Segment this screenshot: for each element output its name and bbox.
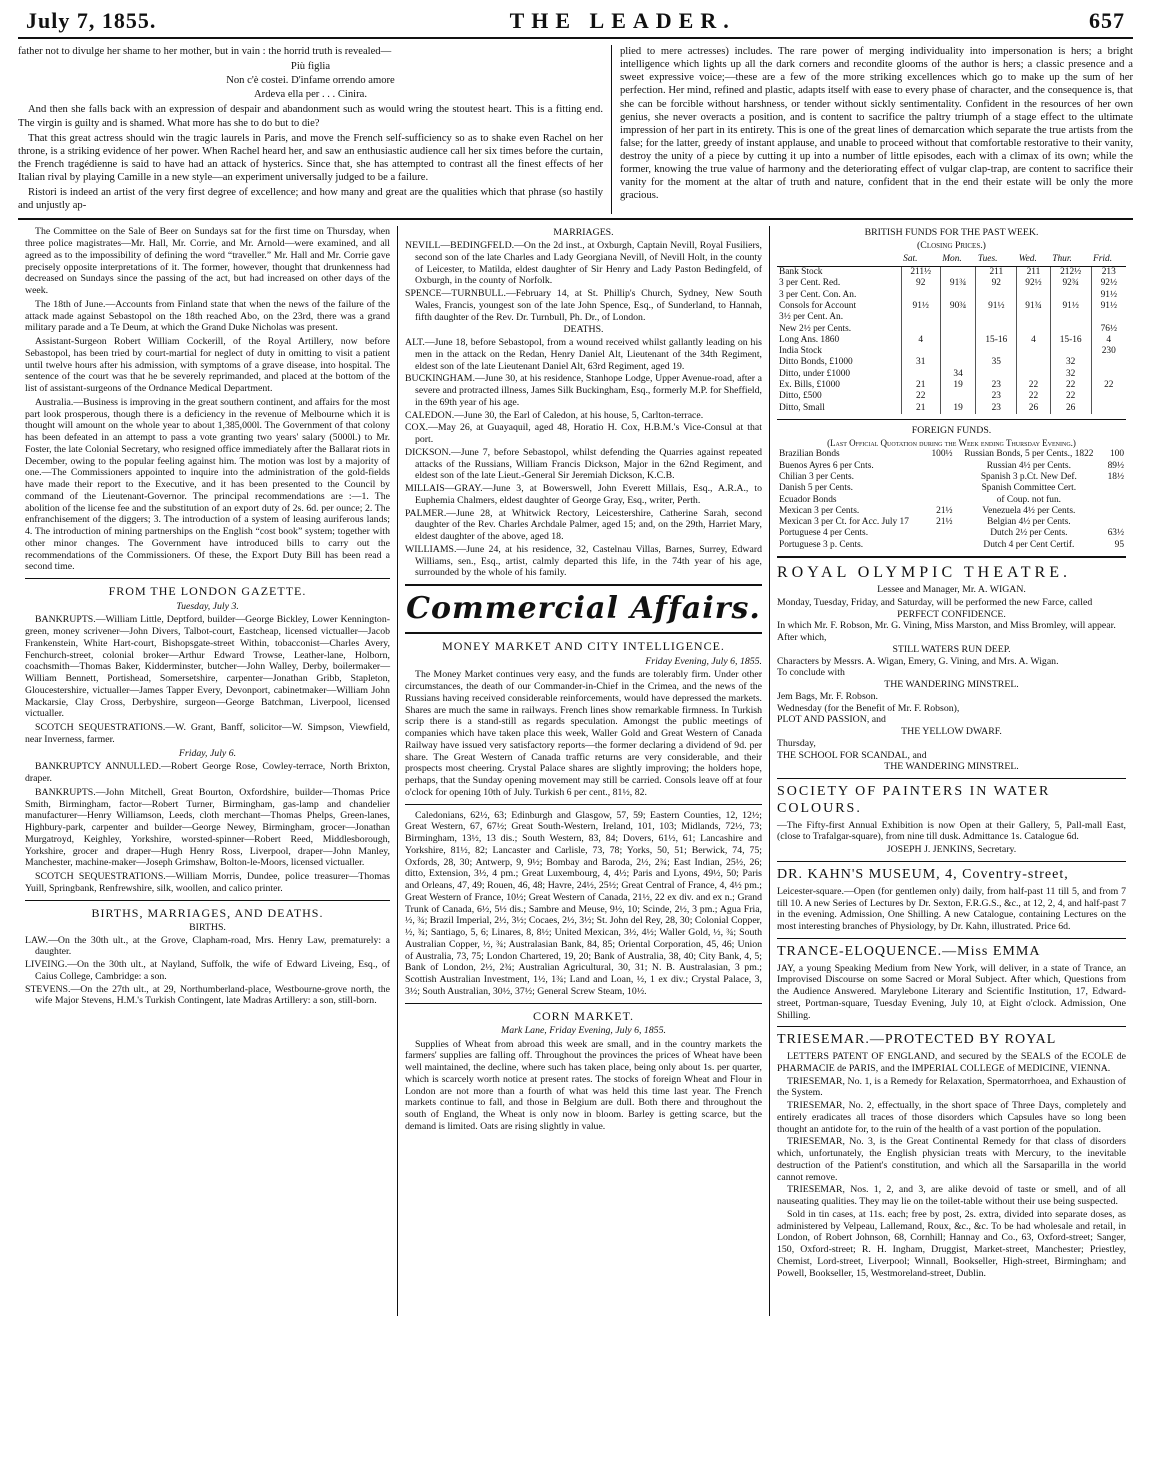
death-notice: DICKSON.—June 7, before Sebastopol, whilst defending the Quarries against repeated attacks of the Russians, William Francis Dickson, Major in the 62nd Regiment, and eldest son of the late Lieut.-General Sir Jeremiah Dickson, K.C.B. [405,446,762,482]
table-cell: 92 [976,278,1017,289]
table-cell: Ditto, Small [779,402,825,413]
table-cell: Brazilian Bonds [779,449,840,460]
divider [405,632,762,634]
table-cell [927,528,955,539]
table-cell: 21 [901,403,940,414]
money-market-date: Friday Evening, July 6, 1855. [645,655,762,667]
table-cell: Ditto, under £1000 [779,368,851,379]
advert-paragraph: TRIESEMAR, No. 2, effectually, in the short space of Three Days, completely and entirely eradicates all traces of those disorders which Capsules have so long been thought an antidote for, to the ruin of the health of a vast portion of the population. [777,1100,1126,1135]
table-cell: Venezuela 4½ per Cents. [982,505,1076,516]
table-cell [940,312,976,323]
table-cell [1091,312,1126,323]
table-cell: 3½ per Cent. An. [779,312,844,323]
triesemar-title: TRIESEMAR.—PROTECTED BY ROYAL [777,1032,1057,1048]
news-item: Assistant-Surgeon Robert William Cockerill, of the Royal Artillery, now before Sebastopol, has been tried by court-martial for neglect of duty in omitting to visit a patient until twelve hours after his admission, with symptoms of a grave disease, into hospital. The sentence of the court was that he be severely reprimanded, and placed at the bottom of the list of assistant-surgeons of the Ordnance Medical Department. [25,336,390,395]
table-header-cell: Tues. [976,253,1017,267]
table-cell: 23 [976,391,1017,402]
table-cell [1017,357,1051,368]
table-header-cell: Thur. [1050,253,1091,267]
table-cell [901,369,940,380]
table-cell: 22 [1017,391,1051,402]
table-cell [1091,391,1126,402]
society-text: —The Fifty-first Annual Exhibition is now Open at their Gallery, 5, Pall-mall East, (close to Trafalgar-square), from nine till dusk. Admittance 1s. Catalogue 6d. [777,819,1126,843]
table-row [777,267,1126,279]
programme-line: THE YELLOW DWARF. [901,726,1002,738]
advert-paragraph: TRIESEMAR, Nos. 1, 2, and 3, are alike devoid of taste or smell, and of all nauseating qualities. They may lie on the toilet-table without their use being suspected. [777,1184,1126,1208]
table-cell: 211 [1017,267,1051,279]
trance-title: TRANCE-ELOQUENCE.—Miss EMMA [777,943,1041,959]
table-cell: Chilian 3 per Cents. [779,471,854,482]
table-cell: 91¾ [940,278,976,289]
table-cell: Ditto, £500 [779,391,822,402]
deaths-heading: DEATHS. [563,324,604,336]
table-cell: Ditto Bonds, £1000 [779,357,853,368]
divider [405,1003,762,1004]
table-cell [1017,324,1051,335]
table-cell: 23 [976,403,1017,414]
table-cell: New 2½ per Cents. [779,323,852,334]
death-notice: ALT.—June 18, before Sebastopol, from a wound received whilst gallantly leading on his men in the attack on the Redan, Henry Daniel Alt, Lieutenant of the 34th Regiment, eldest son of the late Lieutenant Daniel Alt, 63rd Regiment, aged 19. [405,337,762,372]
triesemar-advert [777,1032,1126,1279]
scotch-sequestrations: SCOTCH SEQUESTRATIONS.—W. Grant, Banff, solicitor—W. Simpson, Viewfield, near Inverness, farmer. [25,722,390,745]
table-row [777,278,1126,289]
table-row [777,301,1126,312]
programme-line: Thursday, [777,737,816,749]
table-row [777,461,1126,472]
table-cell [1050,324,1091,335]
table-cell: 19 [940,403,976,414]
table-cell [940,346,976,357]
table-row [777,324,1126,335]
table-row [777,312,1126,323]
bankrupts-list: BANKRUPTS.—William Little, Deptford, builder—George Bickley, Lower Kennington-green, money scrivener—John Divers, Talbot-court, Eastcheap, licensed victualler—Jacob Frankenstein, White Hart-court, Bishopsgate-street Within, tobacconist—Charles Avery, Fenchurch-street, colonial broker—Arthur Edward Trowse, Leather-lane, Holborn, coachsmith—Thomas Baker, Kidderminster, butcher—John Walley, Derby, boilermaker—William Bennett, Portishead, Somersetshire, carpenter—Jonathan Gribb, Stapleton, Gloucestershire, victualler—James Tapper Every, Devonport, cabinetmaker—William John Mackarsie, Clay Cross, Derbyshire, surgeon—George Batchman, Liverpool, licensed victualler. [25,614,390,720]
table-cell: 211½ [901,267,940,279]
table-cell: India Stock [779,346,822,357]
table-cell [927,495,955,506]
table-cell: 92½ [1017,278,1051,289]
table-cell [1017,369,1051,380]
table-cell: 91½ [1050,301,1091,312]
programme-line: After which, [777,632,827,644]
table-row [777,335,1126,346]
review-paragraph: plied to mere actresses) includes. The rare power of merging individuality into impersonation is hers; a bright intelligence which lights up all the dark corners and recondite glooms of the author is hers; a classic presence and a sweet expressive voice;—these are a few of the more striking excellences which go to make up the sum of her perfection. Her mind, refined and plastic, adapts itself with ease to every phase of character, and the consequence is, that she can be forcible without harshness, or tender without sickly sentimentality. Confident in the resources of her own genius, she never overacts a position, and is content to sacrifice the paltry triumph of a stage effect to the ultimate impression of her part in its entirety. This is one of the great lines of demarcation which separate the true artists from the false; for the latter, greedy of instant applause, and unable to proceed without that comfortable restorative to their vanity, destroy the unity of a piece by cutting it up into a number of little episodes, each with a climax of its own; while the former, knowing the true value of harmony and the deteriorating effect of vulgar clap-trap, are content to sacrifice their vanity for the moment at the altar of truth and nature, confident that in the end their estate will be only the more gracious. [620,46,1133,202]
programme-line: THE WANDERING MINSTREL. [884,761,1019,773]
table-cell: Ex. Bills, £1000 [779,380,840,391]
review-paragraph: Ristori is indeed an artist of the very first degree of excellence; and how many and great are the qualities which that phrase (so hastily and unjustly ap- [18,187,603,212]
table-cell: Spanish Committee Cert. [981,483,1077,494]
masthead [18,8,1133,39]
table-cell: 32 [1050,369,1091,380]
table-cell: 91½ [901,301,940,312]
programme-line: In which Mr. F. Robson, Mr. G. Vining, Miss Marston, and Miss Bromley, will appear. [777,620,1116,632]
table-cell [901,312,940,323]
table-cell: 22 [901,391,940,402]
birth-notice: LAW.—On the 30th ult., at the Grove, Clapham-road, Mrs. Henry Law, prematurely: a daughter. [25,934,390,958]
table-cell [976,290,1017,301]
table-cell [940,335,976,346]
gazette-date: Friday, July 6. [178,747,237,759]
table-cell: Portuguese 3 p. Cents. [779,539,864,550]
table-cell: 35 [976,357,1017,368]
table-cell: 91½ [1091,290,1126,301]
table-cell [1050,312,1091,323]
table-cell: 89½ [1107,460,1124,471]
table-cell: 95 [1114,539,1124,550]
review-right-column [612,45,1133,214]
table-header-cell: Sat. [901,253,940,267]
table-cell [976,312,1017,323]
table-cell [1017,312,1051,323]
table-cell [1017,290,1051,301]
death-notice: PALMER.—June 28, at Whitwick Rectory, Leicestershire, Catherine Sarah, second daughter of the Rev. Charles Archdale Palmer, aged 15; and, on the 29th, Harriet Mary, eldest daughter of the above, aged 18. [405,507,762,543]
money-market-heading: MONEY MARKET AND CITY INTELLIGENCE. [442,639,725,654]
verse-quote [18,60,603,101]
table-cell: 22 [1050,391,1091,402]
death-notice: WILLIAMS.—June 24, at his residence, 32, Castelnau Villas, Barnes, Surrey, Edward Williams, sen., Esq., artist, calmly departed this life, in the 74th year of his age, surrounded by the whole of his family. [405,543,762,579]
table-cell: 100½ [931,449,953,460]
table-cell: 76½ [1091,324,1126,335]
table-row [777,380,1126,391]
share-prices: Caledonians, 62½, 63; Edinburgh and Glasgow, 57, 59; Eastern Counties, 12, 12½; Great Western, 67, 67½; Great South-Western, Ireland, 101, 103; Midlands, 72½, 73; Birmingham, 13½, 13 dis.; South Western, 83, 84; Dovers, 61½, 61; Lancashire and Yorkshire, 81½, 82; Lancaster and Carlisle, 73, 78; Yorks, 50, 51; Berwick, 74, 75; Oxfords, 28, 30; Antwerp, 9, 9½; Bombay and Baroda, 2½, 2¾; East Indian, 25½, 26; ditto, Extension, 3½, 4 pm.; Great Luxembourg, 4, 4½; Paris and Lyons, 49½, 50; Paris and Orleans, 47, 49; Rouen, 46, 48; Havre, 24½, 25½; Great Central of France, 4, 4½ pm.; Great Western of France, 10½; Great Western of Canada, 21½, 22 ex div. and ex n.; Grand Trunk of Canada, 6½, 5½ dis.; Sambre and Meuse, 9½, 10; Scinde, 2½, 3 pm.; Agua Fria, ½, ¾; Brazil Imperial, 2½, 3½; Cocaes, 2½, 3½; St. John del Rey, 28, 30; Colonial Copper, ½, ¾; Santiago, 5, 6; Linares, 8, 8½; United Mexican, 3½, 4½; Waller Gold, ½, ¾; South Australian Copper, ½, ¾; Australasian Bank, 84, 85; Oriental Corporation, 45, 46; Union of Australia, 73, 75; London Chartered, 19, 20; Bank of Australia, 38, 40; City Bank, 4, 5; Bank of London, 2½, 2¾; Australian Agricultural, 30, 31; N. B. Australasian, 3 pm.; Scottish Australian Investment, 1½, 1¾; Land and Loan, ½, 1 ex div.; Crystal Palace, 3, 3½; South Australian, 30½, 37½; General Screw Steam, 10½. [405,809,762,997]
table-cell [1091,369,1126,380]
olympic-lessee: Lessee and Manager, Mr. A. WIGAN. [877,584,1026,596]
olympic-theatre-advert [777,563,1126,773]
table-row [777,483,1126,494]
table-row [777,403,1126,414]
table-cell: Buenos Ayres 6 per Cnts. [779,460,874,471]
advert-paragraph: Sold in tin cases, at 11s. each; free by post, 2s. extra, divided into separate doses, as administered by Velpeau, Lallemand, Roux, &c., &c. To be had wholesale and retail, in London, of Robert Johnson, 68, Cornhill; Hannay and Co., 63, Oxford-street; Sanger, 150, Oxford-street; R. H. Ingham, Druggist, Market-street, Manchester; Priestley, Chemist, Lord-street, Liverpool; Winnall, Bookseller, High-street, Birmingham; and Powell, Bookseller, 15, Westmoreland-street, Dublin. [777,1208,1126,1279]
programme-line: THE SCHOOL FOR SCANDAL, and [777,749,927,761]
triesemar-body [777,1051,1126,1279]
money-market-report: The Money Market continues very easy, and the funds are tolerably firm. Under other circumstances, the death of our Commander-in-Chief in the Crimea, and the news of the Russians having received considerable reinforcements, would have depressed the markets. Shares are much the same in railways. French lines show remarkable firmness. In Turkish scrip there is a stand-still as regards speculation. Amongst the public meetings of companies which have taken place this week, Waller Gold and Great Western of Canada Railway have issued very satisfactory reports—the former declaring a dividend of 9d. per share. The Great Western of Canada traffic returns are very considerable, and their prospects most cheering. Crystal Palace shares are slightly improving; the holders hope, perhaps, that the Sunday opening movement may still be carried. Consols leave off at four o'clock for opening 10th of July. Turkish 6 per cent., 81½, 82. [405,669,762,798]
table-cell: Danish 5 per Cents. [779,483,853,494]
gazette-date: Tuesday, July 3. [176,600,239,612]
table-row [777,528,1126,539]
news-item: Australia.—Business is improving in the great southern continent, and affairs for the most part look prosperous, though there is a deficiency in the revenue of Melbourne which it is thought will amount on the whole year to about 1,385,000l. The Government of that colony has been defeated in an attempt to pass a vote granting two years' salary (5000l.) to Mr. Foster, the late Colonial Secretary, who resigned office immediately after the Ballarat riots in December, owing to the popular feeling against him. The motion was lost by a majority of one.—The Commissioners appointed to inquire into the administration of the gold-fields have made their report to the Executive, and it has been presented to the Council by command of the Lieutenant-Governor. The principal recommendations are :—1. The abolition of the license fee and the substitution of an export duty of 2s. 6d. per ounce; 2. The enfranchisement of the diggers; 3. The introduction of a system of leasing auriferous lands; 4. The introduction of mining partnerships on the English “cost book” system; together with other minor changes. The Government have introduced bills to carry out the recommendations of the Commissioners. Of these, the Export Duty Bill has been read a second time. [25,396,390,573]
table-cell: Bank Stock [779,267,823,278]
review-left-column [18,45,612,214]
table-cell: 91½ [976,301,1017,312]
table-row [777,357,1126,368]
birth-notice: LIVEING.—On the 30th ult., at Nayland, Suffolk, the wife of Edward Liveing, Esq., of Caius College, Cambridge: a son. [25,959,390,982]
divider [777,1026,1126,1027]
table-cell: 63½ [1107,528,1124,539]
table-cell [927,461,955,472]
table-cell: 21 [901,380,940,391]
verse-line: Più figlia [290,61,331,73]
table-row [777,495,1126,506]
marriage-notice: SPENCE—TURNBULL.—February 14, at St. Phillip's Church, Sydney, New South Wales, Francis, youngest son of the late John Spence, Esq., of Sunderland, to Hannah, fifth daughter of the Rev. Dr. Turnbull, Ph. Dr., of London. [405,288,762,323]
table-cell [976,369,1017,380]
page-number: 657 [1088,8,1125,33]
table-cell: Belgian 4½ per Cents. [987,517,1071,528]
bmd-heading: BIRTHS, MARRIAGES, AND DEATHS. [91,905,324,920]
review-paragraph: And then she falls back with an expression of despair and abandonment such as would wring the stoutest heart. This is a fitting end. The virgin is guilty and is shamed. What more has she to do but to die? [18,104,603,129]
divider [405,584,762,586]
table-cell: 213 [1091,267,1126,279]
table-row [777,506,1126,517]
table-cell: 22 [1050,380,1091,391]
gazette-heading: FROM THE LONDON GAZETTE. [108,584,307,599]
programme-line: Monday, Tuesday, Friday, and Saturday, will be performed the new Farce, called [777,596,1093,608]
table-body [777,267,1126,414]
table-cell: 91¾ [1017,301,1051,312]
table-cell: 3 per Cent. Con. An. [779,289,857,300]
table-cell: Dutch 2½ per Cents. [990,528,1068,539]
marriages-heading: MARRIAGES. [553,227,614,239]
table-row [777,540,1126,551]
table-cell [940,357,976,368]
divider [777,778,1126,779]
advert-paragraph: TRIESEMAR, No. 1, is a Remedy for Relaxation, Spermatorrhoea, and Exhaustion of the System. [777,1075,1126,1099]
table-cell: Mexican 3 per Cents. [779,505,860,516]
table-cell: 90¾ [940,301,976,312]
table-cell: Ecuador Bonds [779,494,837,505]
foreign-funds-subheading: (Last Official Quotation during the Week ending Thursday Evening.) [827,437,1076,448]
table-cell [901,346,940,357]
programme-line: Wednesday (for the Benefit of Mr. F. Robson), [777,702,960,714]
table-cell: Long Ans. 1860 [779,334,840,345]
table-row [777,472,1126,483]
table-cell [976,324,1017,335]
table-cell: Consols for Account [779,301,857,312]
table-cell [1091,403,1126,414]
divider [405,804,762,805]
bankrupts-list: BANKRUPTS.—John Mitchell, Great Bourton, Oxfordshire, builder—Thomas Price Smith, Birmingham, factor—Robert Turner, Birmingham, gas-lamp and chandelier manufacturer—Henry Williamson, Leeds, cloth merchant—Thomas Phelps, Green-lanes, Highbury-park, carpenter and builder—George Newey, Birmingham, grocer—Jonathan Murgatroyd, Keighley, Yorkshire, worsted-spinner—Robert Reed, Middlesborough, Yorkshire, grocer and draper—Hugh Henry Ross, Liverpool, draper—John Manley, Manchester, machine-maker—Joseph Grimshaw, Bolton-le-Moors, licensed victualler. [25,786,390,869]
marriage-notice: NEVILL—BEDINGFELD.—On the 2d inst., at Oxburgh, Captain Nevill, Royal Fusiliers, second son of the late Charles and Lady Georgiana Nevill, of Nevill Holt, in the county of Leicester, to Matilda, eldest daughter of Sir Henry and Lady Paston Bedingfeld, of Oxburgh, in the county of Norfolk. [405,240,762,287]
table-cell: of Coup. not fun. [996,494,1062,505]
divider [777,419,1126,420]
divider [777,556,1126,558]
divider [777,861,1126,862]
trance-advert [777,944,1126,1022]
table-cell [1050,290,1091,301]
table-cell: 22 [1017,380,1051,391]
corn-market-report: Supplies of Wheat from abroad this week are small, and in the country markets the farmers' supplies are falling off. Throughout the provinces the prices of Wheat have been well maintained, the decline, where such has taken place, being only about 1s. per quarter, which is scarcely worth notice at present rates. The stocks of foreign Wheat and Flour in London are not more than a fourth of what was held this time last year. The French markets continue to fall, and those in Belgium are dull. Both there and throughout the south of England, the Wheat is only now in bloom. Barley is getting scarce, but the demand is limited. Oats are rising slightly in value. [405,1038,762,1132]
newspaper-title: THE LEADER. [509,8,736,33]
death-notice: CALEDON.—June 30, the Earl of Caledon, at his house, 5, Carlton-terrace. [405,409,704,421]
table-cell: 21½ [936,505,953,516]
table-header-cell: Mon. [940,253,976,267]
society-advert [777,784,1126,856]
table-cell [940,290,976,301]
programme-line: STILL WATERS RUN DEEP. [892,643,1011,655]
table-cell: Spanish 3 p.Ct. New Def. [980,471,1077,482]
society-title: SOCIETY OF PAINTERS IN WATER COLOURS. [777,784,1051,816]
table-cell: 4 [1091,335,1126,346]
theatre-review [18,45,1133,220]
news-item: The Committee on the Sale of Beer on Sundays sat for the first time on Thursday, when three police magistrates—Mr. Hall, Mr. Corrie, and Mr. Arnold—were examined, and all agreed as to the impossibility of defining the word “traveller.” Mr. Hall and Mr. Corrie gave precisely opposite interpretations of it. The former, however, thought that drunkenness had decreased on Sundays since the passing of the act, but had increased on other days of the week. [25,226,390,297]
programme-line: THE WANDERING MINSTREL. [884,679,1019,691]
table-cell: 4 [1017,335,1051,346]
table-cell [927,472,955,483]
british-funds-heading: BRITISH FUNDS FOR THE PAST WEEK. [864,227,1039,239]
table-body [777,449,1126,551]
table-cell: 34 [940,369,976,380]
bankruptcy-annulled: BANKRUPTCY ANNULLED.—Robert George Rose, Cowley-terrace, North Brixton, draper. [25,761,390,785]
advert-paragraph: LETTERS PATENT OF ENGLAND, and secured by the SEALS of the ECOLE de PHARMACIE de PARIS, and the IMPERIAL COLLEGE of MEDICINE, VIENNA. [777,1051,1126,1074]
table-cell: Portuguese 4 per Cents. [779,528,869,539]
table-cell: 22 [1091,380,1126,391]
verse-line: Non c'è costei. D'infame orrendo amore [226,74,395,86]
table-cell: 92 [901,278,940,289]
table-cell: 18½ [1107,471,1124,482]
table-cell [1017,346,1051,357]
table-header-row [777,253,1126,267]
kahn-text: Leicester-square.—Open (for gentlemen only) daily, from half-past 11 till 5, and from 7 till 10. A new Series of Lectures by Dr. Sexton, F.R.G.S., &c., at 12, 2, 4, and half-past 7 in the evening. Admission, One Shilling. A new Catalogue, containing Lectures on the most interesting branches of Physiology, by Dr. Kahn, illustrated. Price 6d. [777,885,1126,933]
foreign-funds-table [777,449,1126,551]
table-row [777,391,1126,402]
society-signature: JOSEPH J. JENKINS, Secretary. [886,844,1017,856]
verse-line: Ardeva ella per . . . Cinira. [254,88,367,100]
table-cell [1091,357,1126,368]
table-cell: Russian 4½ per Cents. [986,460,1071,471]
scotch-sequestrations: SCOTCH SEQUESTRATIONS.—William Morris, Dundee, police treasurer—Thomas Yuill, Springbank, Renfrewshire, silk, woollen, and calico printer. [25,871,390,894]
births-heading: BIRTHS. [189,921,226,933]
table-header-cell: Wed. [1017,253,1051,267]
column-1 [18,226,398,1316]
table-cell [1103,483,1126,494]
table-cell [940,324,976,335]
corn-market-heading: CORN MARKET. [532,1008,635,1023]
news-item: The 18th of June.—Accounts from Finland state that when the news of the failure of the attack made against Sebastopol on the 18th reached Abo, on the 23rd, there was a grand military parade and a Te Deum, at which the Grand Duke Nicholas was present. [25,298,390,334]
table-cell: 3 per Cent. Red. [779,278,841,289]
programme-line: Characters by Messrs. A. Wigan, Emery, G. Vining, and Mrs. A. Wigan. [777,655,1059,667]
review-paragraph: father not to divulge her shame to her mother, but in vain : the horrid truth is revealed— [18,46,392,57]
table-cell: 92¾ [1050,278,1091,289]
programme-line: PERFECT CONFIDENCE. [897,608,1006,620]
table-cell [1050,346,1091,357]
death-notice: COX.—May 26, at Guayaquil, aged 48, Horatio H. Cox, H.B.M.'s Vice-Consul at that port. [405,422,762,446]
three-columns [18,226,1133,1316]
programme-line: Jem Bags, Mr. F. Robson. [777,690,879,702]
table-row [777,449,1126,460]
foreign-funds-heading: FOREIGN FUNDS. [911,424,992,436]
british-funds-subheading: (Closing Prices.) [917,240,986,252]
table-cell [927,483,955,494]
table-cell [1103,506,1126,517]
table-cell: 32 [1050,357,1091,368]
review-paragraph: That this great actress should win the tragic laurels in Paris, and move the French self-sufficiency so as to shake even Rachel on her throne, is a striking evidence of her power. When Rachel heard her, and saw an enthusiastic audience call her six times before the curtain, the French tragédienne is said to have had an attack of hysterics. Since that, she has attempted to contrast all the finest effects of her Italian rival by playing Camille in a new style—an experiment universally judged to be a failure. [18,132,603,184]
table-cell: 26 [1017,403,1051,414]
table-cell [1103,495,1126,506]
birth-notice: STEVENS.—On the 27th ult., at 29, Northumberland-place, Westbourne-grove north, the wife Major Stevens, H.M.'s Turkish Contingent, late Madras Artillery: a son, still-born. [25,983,390,1007]
table-header-cell: Frid. [1091,253,1126,267]
table-row [777,517,1126,528]
table-cell: 23 [976,380,1017,391]
table-cell: 21½ [936,517,953,528]
table-cell: Russian Bonds, 5 per Cents., 1822 [964,449,1094,460]
issue-date: July 7, 1855. [26,8,157,33]
table-cell: 91½ [1091,301,1126,312]
british-funds-table [777,253,1126,414]
table-header-cell [777,253,901,267]
death-notice: MILLAIS—GRAY.—June 3, at Bowerswell, John Everett Millais, Esq., A.R.A., to Euphemia Chalmers, eldest daughter of George Gray, Esq., writer, Perth. [405,483,762,506]
table-cell [901,290,940,301]
olympic-programme [777,597,1126,773]
programme-line: To conclude with [777,667,845,679]
table-cell: 31 [901,357,940,368]
table-cell: 19 [940,380,976,391]
column-3 [770,226,1133,1316]
table-cell: 26 [1050,403,1091,414]
olympic-theatre-title: ROYAL OLYMPIC THEATRE. [777,563,1071,581]
divider [777,938,1126,939]
table-cell [976,346,1017,357]
table-row [777,369,1126,380]
table-cell: 92½ [1091,278,1126,289]
kahn-title: DR. KAHN'S MUSEUM, 4, Coventry-street, [777,866,1069,882]
column-2 [398,226,770,1316]
table-cell [940,391,976,402]
commercial-affairs-heading: Commercial Affairs. [406,591,761,627]
table-cell: 4 [901,335,940,346]
table-cell [927,540,955,551]
table-row [777,290,1126,301]
divider [25,578,390,579]
table-cell [1103,517,1126,528]
table-cell: 230 [1091,346,1126,357]
table-cell: 100 [1109,449,1124,460]
programme-line: PLOT AND PASSION, and [777,714,886,726]
trance-text: JAY, a young Speaking Medium from New York, will deliver, in a state of Trance, an Improvised Discourse on some Sacred or Moral Subject. After which, Questions from the Audience Answered. Marylebone Literary and Scientific Institution, 17, Edward-street, Portman-square, Tuesday Evening, July 10, at Eight o'clock. Admission, One Shilling. [777,962,1126,1021]
divider [25,900,390,901]
death-notice: BUCKINGHAM.—June 30, at his residence, Stanhope Lodge, Upper Avenue-road, after a severe and protracted illness, James Silk Buckingham, Esq., formerly M.P. for Sheffield, in the 69th year of his age. [405,373,762,408]
table-cell: 211 [976,267,1017,279]
table-cell: 212½ [1050,267,1091,279]
kahn-museum-advert [777,867,1126,933]
table-row [777,346,1126,357]
table-cell: Mexican 3 per Ct. for Acc. July 17 [779,517,909,528]
table-cell [901,324,940,335]
table-cell: 15-16 [1050,335,1091,346]
advert-paragraph: TRIESEMAR, No. 3, is the Great Continental Remedy for that class of disorders which, unfortunately, the English physician treats with Mercury, to the inevitable destruction of the Patient's constitution, and which all the Sarsaparilla in the world cannot remove. [777,1136,1126,1183]
table-cell: Dutch 4 per Cent Certif. [983,539,1075,550]
corn-market-date: Mark Lane, Friday Evening, July 6, 1855. [501,1024,666,1036]
table-cell [940,267,976,279]
table-cell: 15-16 [976,335,1017,346]
